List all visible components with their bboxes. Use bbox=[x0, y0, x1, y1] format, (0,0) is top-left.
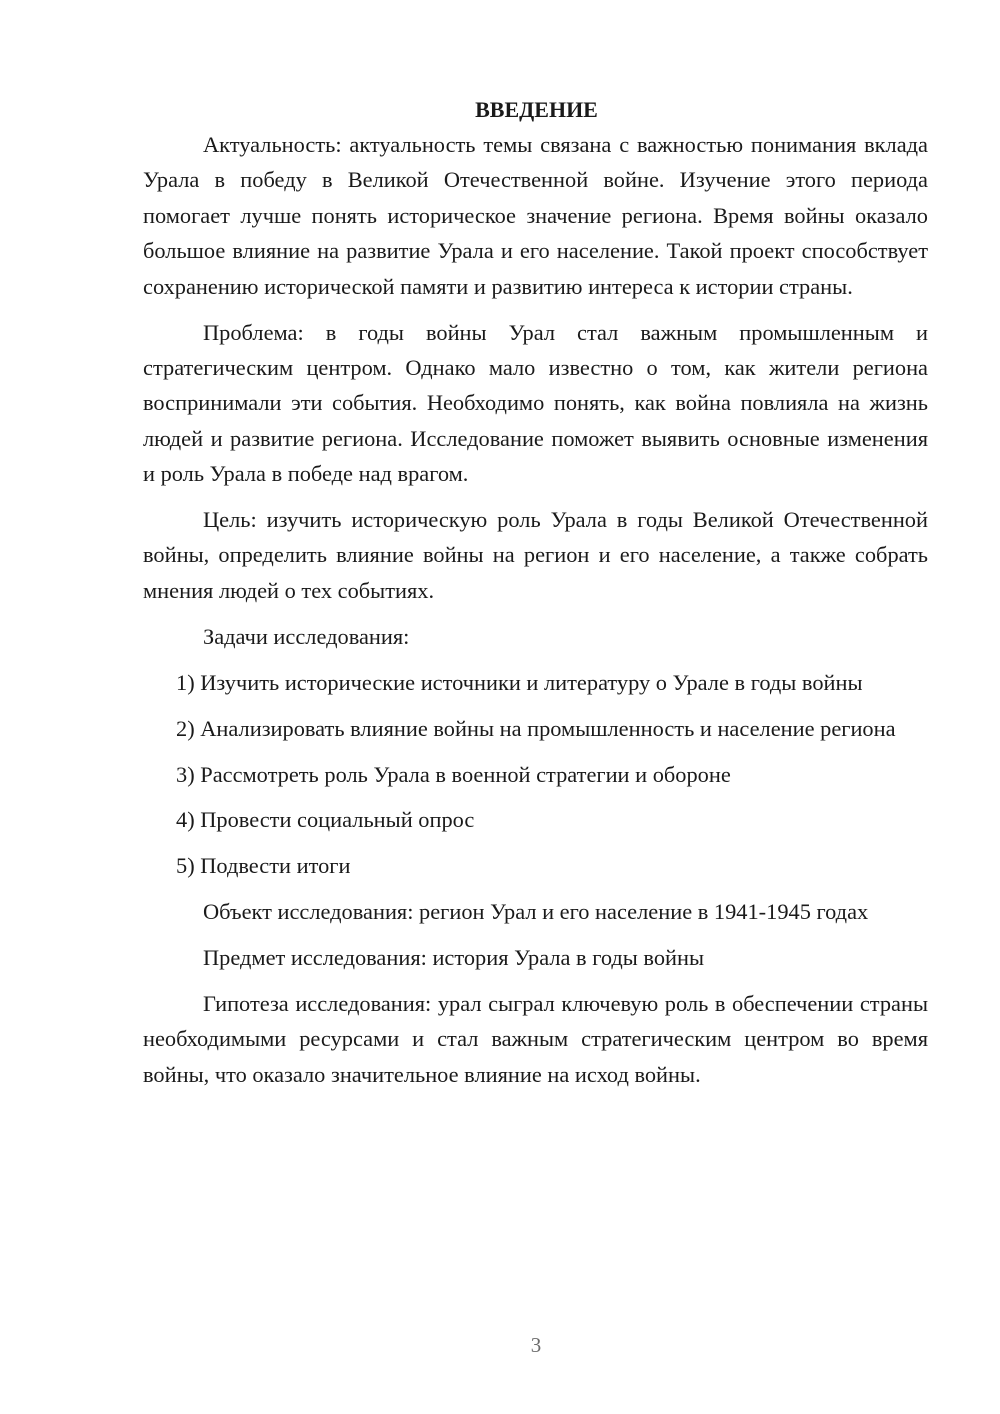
page-number: 3 bbox=[530, 1333, 542, 1357]
relevance-paragraph: Актуальность: актуальность темы связана с важностью понимания вклада Урала в победу в Великой Отечественной войне. Изучение этого периода помогает лучше понять историческое значение региона. Время войны оказало большое влияние на развитие Урала и его население. Такой проект способствует сохранению исторической памяти и развитию интереса к истории страны. bbox=[143, 132, 928, 299]
goal-paragraph: Цель: изучить историческую роль Урала в годы Великой Отечественной войны, определить влияние войны на регион и его население, а также собрать мнения людей о тех событиях. bbox=[143, 507, 928, 603]
subject-paragraph: Предмет исследования: история Урала в годы войны bbox=[203, 945, 705, 971]
tasks-heading: Задачи исследования: bbox=[203, 623, 410, 649]
task-item-2: 2) Анализировать влияние войны на промышленность и население региона bbox=[176, 715, 896, 741]
task-item-1: 1) Изучить исторические источники и литературу о Урале в годы войны bbox=[176, 669, 863, 695]
document-page bbox=[143, 92, 928, 1103]
object-paragraph: Объект исследования: регион Урал и его население в 1941-1945 годах bbox=[203, 899, 869, 925]
problem-paragraph: Проблема: в годы войны Урал стал важным промышленным и стратегическим центром. Однако мало известно о том, как жители региона воспринимали эти события. Необходимо понять, как война повлияла на жизнь людей и развитие региона. Исследование поможет выявить основные изменения и роль Урала в победе над врагом. bbox=[143, 319, 928, 487]
page-title: ВВЕДЕНИЕ bbox=[475, 97, 598, 122]
task-item-3: 3) Рассмотреть роль Урала в военной стратегии и обороне bbox=[176, 761, 731, 787]
task-item-5: 5) Подвести итоги bbox=[176, 853, 351, 879]
hypothesis-paragraph: Гипотеза исследования: урал сыграл ключевую роль в обеспечении страны необходимыми ресурсами и стал важным стратегическим центром во время войны, что оказало значительное влияние на исход войны. bbox=[143, 991, 928, 1087]
task-item-4: 4) Провести социальный опрос bbox=[176, 807, 475, 833]
